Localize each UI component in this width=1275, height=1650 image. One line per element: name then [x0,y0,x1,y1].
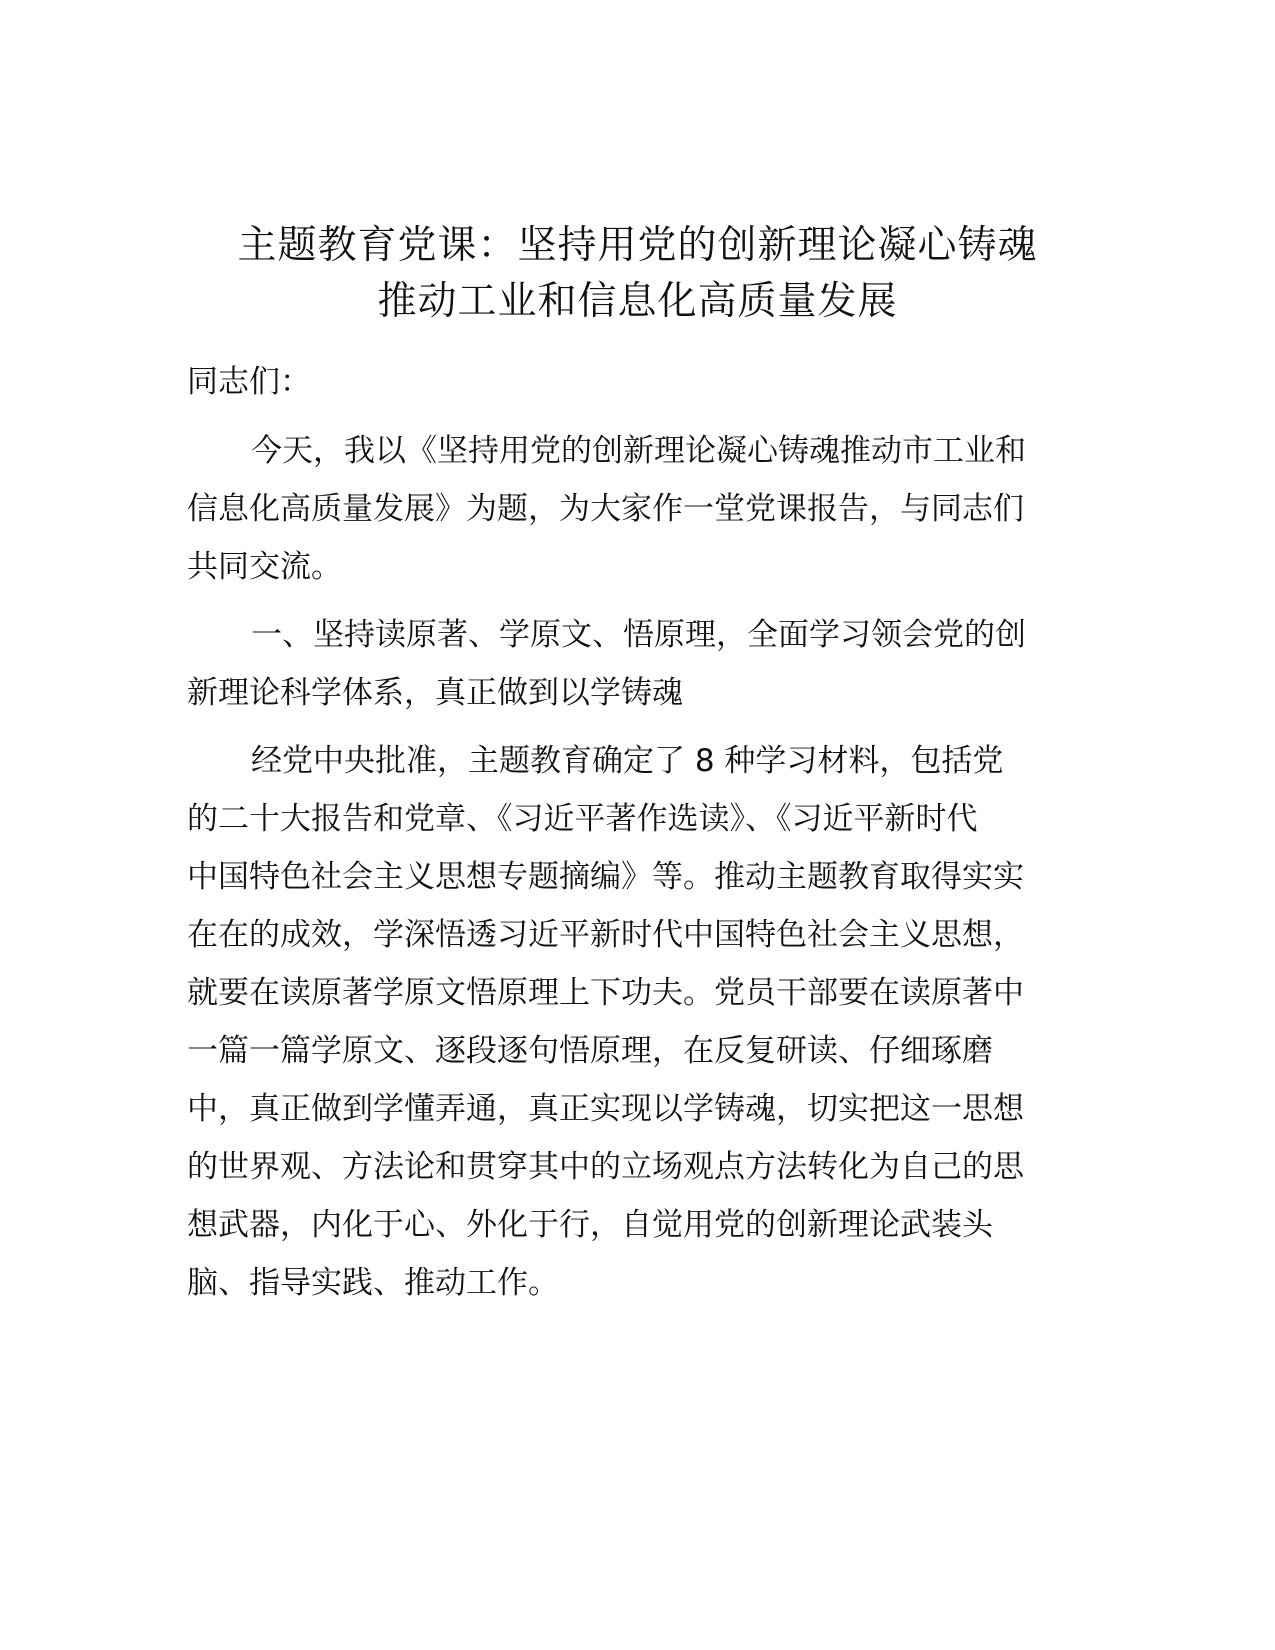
paragraph-line: 信息化高质量发展》为题，为大家作一堂党课报告，与同志们 [187,491,1024,527]
salutation: 同志们： [187,364,311,400]
title-line-2: 推动工业和信息化高质量发展 [377,279,898,324]
title-line-1: 主题教育党课：坚持用党的创新理论凝心铸魂 [237,223,1038,268]
heading-line: 一、坚持读原著、学原文、悟原理，全面学习领会党的创 [251,617,1026,653]
paragraph-line: 的世界观、方法论和贯穿其中的立场观点方法转化为自己的思 [187,1149,1024,1185]
paragraph-intro [187,422,1087,596]
section-heading-1 [187,606,1087,722]
paragraph-line: 在在的成效，学深悟透习近平新时代中国特色社会主义思想， [187,917,1024,953]
document-body [187,354,1087,1322]
paragraph-line: 脑、指导实践、推动工作。 [187,1265,559,1301]
paragraph-line: 想武器，内化于心、外化于行，自觉用党的创新理论武装头 [187,1207,993,1243]
document-title [170,218,1105,330]
paragraph-line: 经党中央批准，主题教育确定了 8 种学习材料，包括党 [251,743,1004,779]
paragraph-line: 共同交流。 [187,549,342,585]
paragraph-line: 中，真正做到学懂弄通，真正实现以学铸魂，切实把这一思想 [187,1091,1024,1127]
paragraph-body [187,732,1087,1312]
paragraph-line: 中国特色社会主义思想专题摘编》等。推动主题教育取得实实 [187,859,1024,895]
paragraph-line: 今天，我以《坚持用党的创新理论凝心铸魂推动市工业和 [251,433,1026,469]
paragraph-line: 就要在读原著学原文悟原理上下功夫。党员干部要在读原著中 [187,975,1024,1011]
heading-line: 新理论科学体系，真正做到以学铸魂 [187,675,683,711]
paragraph-line: 一篇一篇学原文、逐段逐句悟原理，在反复研读、仔细琢磨 [187,1033,993,1069]
paragraph-line: 的二十大报告和党章、《习近平著作选读》、《习近平新时代 [187,801,978,837]
